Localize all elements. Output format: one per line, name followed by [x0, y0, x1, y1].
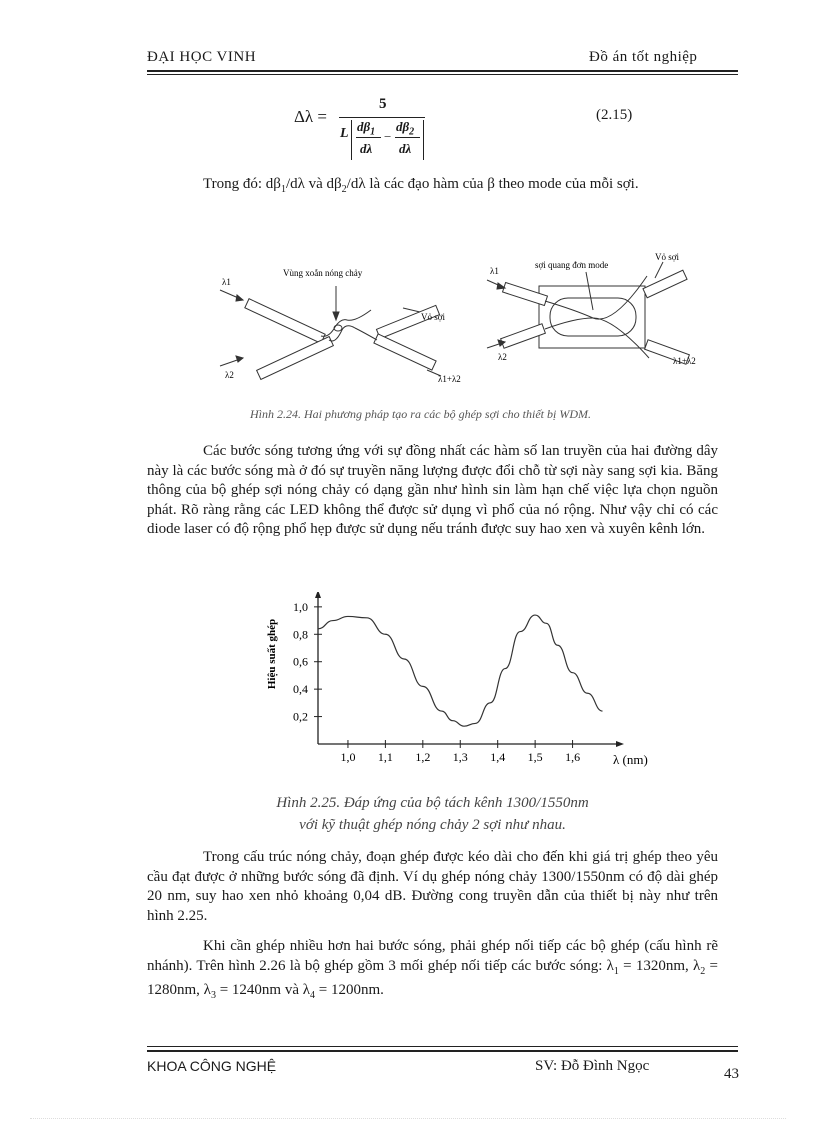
d-lambda-2: dλ — [399, 141, 412, 156]
label-out-right: λ1+λ2 — [673, 356, 696, 366]
caption-2-25-line2: với kỹ thuật ghép nóng chảy 2 sợi như nhau. — [299, 817, 566, 833]
x-tick-label: 1,0 — [340, 750, 356, 764]
caption-2-25 — [147, 792, 718, 836]
figure-2-25-chart — [255, 592, 675, 772]
label-jacket-right: Vỏ sợi — [655, 252, 680, 262]
formula-2-15 — [290, 96, 650, 166]
paragraph-3: Trong cấu trúc nóng chảy, đoạn ghép được kéo dài cho đến khi giá trị ghép theo yêu cầu đạt được ở những bước sóng đã định. Ví dụ ghép nóng chảy 1300/1550nm có độ dài ghép 20 nm, suy hao xen nhỏ khoảng 0,04 dB. Đường cong truyền dẫn của thiết bị này như trên hình 2.25. — [147, 849, 718, 924]
header-rule — [147, 70, 738, 72]
paragraph-2: Các bước sóng tương ứng với sự đồng nhất các hàm số lan truyền của hai đường dây này là các bước sóng mà ở đó sự truyền năng lượng được đổi chỗ từ sợi này sang sợi kia. Băng thông của bộ ghép sợi nóng chảy có dạng gần như hình sin làm hạn chế việc lựa chọn nguồn phát. Rõ ràng rằng các LED không thể được sử dụng vì phổ của nó rộng. Như vậy chỉ có các diode laser có độ rộng phổ hẹp được sử dụng nếu tránh được suy hao xen và xuyên kênh lớn. — [147, 443, 718, 538]
paragraph-1: Trong đó: $d\beta_1/d\lambda$ và $d\beta_2/d\lambda$ là các đạo hàm của β theo mode của mỗi sợi. — [203, 176, 639, 195]
y-tick-label: 0,4 — [293, 682, 308, 697]
formula-minus: − — [384, 129, 392, 144]
label-jacket-left: Vỏ sợi — [421, 312, 446, 322]
y-axis-arrow — [315, 592, 321, 598]
paragraph-4: Khi cần ghép nhiều hơn hai bước sóng, phải ghép nối tiếp các bộ ghép (cấu hình rẽ nhánh). Trên hình 2.26 là bộ ghép gồm 3 mối ghép nối tiếp các bước sóng: $\lambda_1 = 1320nm$, $\lambda_2 = 1280nm$, $\lambda_3 = 1240nm$ và $\lambda_4 = 1200nm$. — [147, 938, 718, 1002]
footer-right: SV: Đỗ Đình Ngọc — [535, 1058, 650, 1074]
d-beta-2: $d\beta_2$ — [396, 119, 415, 138]
header-rule-thin — [147, 74, 738, 75]
footer-rule-thin — [147, 1046, 738, 1047]
abs-bar-left — [351, 120, 352, 160]
x-tick-label: 1,3 — [452, 750, 468, 764]
formula-lhs: Δλ = — [294, 107, 328, 126]
x-tick-label: 1,5 — [527, 750, 543, 764]
caption-2-24: Hình 2.24. Hai phương pháp tạo ra các bộ ghép sợi cho thiết bị WDM. — [250, 407, 591, 421]
plot-area — [293, 592, 624, 764]
fraction-bar — [339, 117, 425, 118]
page-number: 43 — [724, 1066, 739, 1082]
fused-coupler-diagram — [220, 286, 441, 379]
figure-2-24 — [215, 248, 715, 388]
label-out-left: λ1+λ2 — [438, 374, 461, 384]
label-fused-region: Vùng xoắn nóng chảy — [283, 268, 363, 278]
page-edge — [30, 1118, 786, 1119]
inner-bar-1 — [356, 137, 381, 138]
x-axis-arrow — [616, 741, 624, 747]
d-lambda-1: dλ — [360, 141, 373, 156]
series-line — [318, 615, 603, 726]
abs-bar-right — [423, 120, 424, 160]
y-tick-label: 0,6 — [293, 654, 308, 669]
formula-L: L — [340, 126, 349, 141]
label-l2-left: λ2 — [225, 370, 234, 380]
y-axis-label: Hiệu suất ghép — [266, 618, 278, 690]
formula-numerator: 5 — [379, 96, 387, 112]
x-tick-label: 1,4 — [490, 750, 506, 764]
d-beta-1: $d\beta_1$ — [357, 119, 376, 138]
header-left: ĐẠI HỌC VINH — [147, 49, 257, 65]
x-axis-label: λ (nm) — [613, 752, 648, 767]
x-tick-label: 1,6 — [565, 750, 581, 764]
y-tick-label: 0,8 — [293, 627, 308, 642]
y-tick-label: 0,2 — [293, 709, 308, 724]
label-l2-right: λ2 — [498, 352, 507, 362]
inner-bar-2 — [395, 137, 420, 138]
y-tick-label: 1,0 — [293, 599, 308, 614]
footer-left: KHOA CÔNG NGHỆ — [147, 1058, 277, 1074]
footer-rule — [147, 1050, 738, 1052]
label-single-mode: sợi quang đơn mode — [535, 260, 609, 270]
single-mode-coupler-diagram — [487, 262, 689, 364]
label-l1-left: λ1 — [222, 277, 231, 287]
header-right: Đồ án tốt nghiệp — [589, 49, 698, 65]
caption-2-25-line1: Hình 2.25. Đáp ứng của bộ tách kênh 1300/1550nm — [276, 795, 589, 811]
formula-number: (2.15) — [596, 107, 633, 123]
label-l1-right: λ1 — [490, 266, 499, 276]
x-tick-label: 1,1 — [377, 750, 393, 764]
x-tick-label: 1,2 — [415, 750, 431, 764]
